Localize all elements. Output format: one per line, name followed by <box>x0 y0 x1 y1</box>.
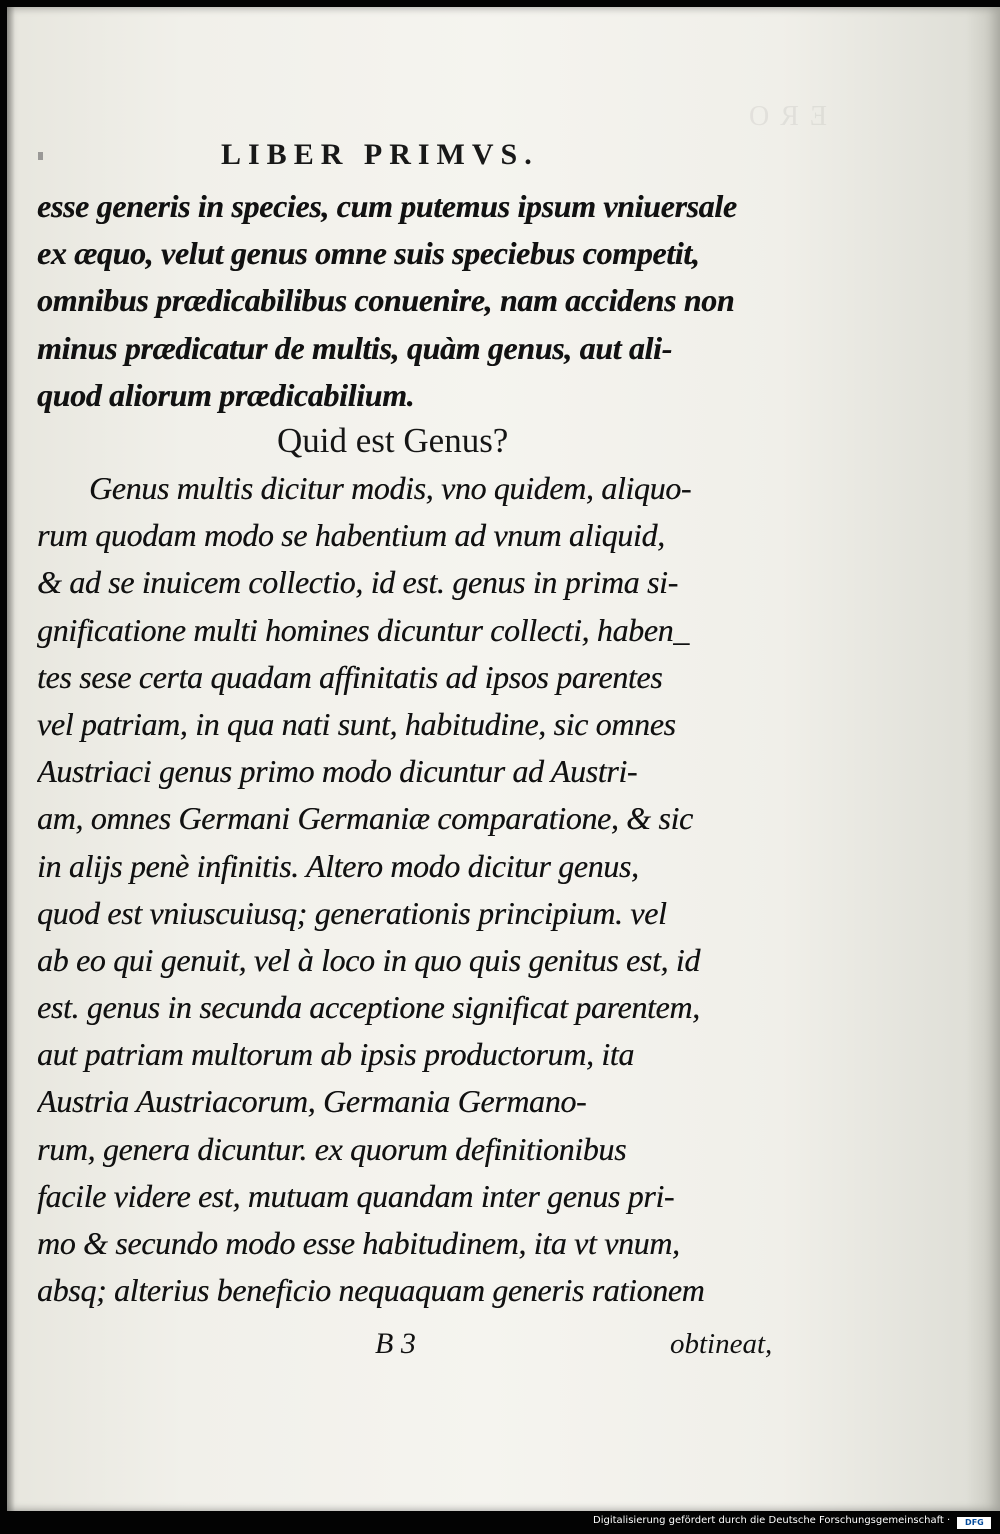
opening-line-1: esse generis in species, cum putemus ipsum vniuersale <box>37 188 737 224</box>
page-left-edge-shadow <box>7 7 15 1511</box>
opening-paragraph <box>37 183 827 419</box>
running-head: LIBER PRIMVS. <box>221 138 539 171</box>
opening-line-5: quod aliorum prædicabilium. <box>37 376 415 413</box>
page-gutter-shadow <box>966 7 1000 1511</box>
show-through-text: ERO <box>738 101 827 132</box>
body-line-3: & ad se inuicem collectio, id est. genus in prima si- <box>37 564 678 601</box>
book-page <box>7 7 1000 1511</box>
opening-line-4: minus prædicatur de multis, quàm genus, aut ali- <box>37 329 672 366</box>
dfg-logo: DFG <box>957 1517 991 1529</box>
catchword: obtineat, <box>670 1328 773 1360</box>
page-mark <box>38 152 43 160</box>
funding-footer <box>593 1512 988 1530</box>
body-line-1: Genus multis dicitur modis, vno quidem, aliquo- <box>89 470 692 506</box>
body-line-7: Austriaci genus primo modo dicuntur ad Austri- <box>37 753 638 790</box>
body-line-9: in alijs penè infinitis. Altero modo dicitur genus, <box>37 847 639 884</box>
body-line-11: ab eo qui genuit, vel à loco in quo quis genitus est, id <box>37 941 700 978</box>
body-line-2: rum quodam modo se habentium ad vnum aliquid, <box>37 517 665 554</box>
body-line-6: vel patriam, in qua nati sunt, habitudine, sic omnes <box>37 705 676 742</box>
opening-line-3: omnibus prædicabilibus conuenire, nam accidens non <box>37 282 735 319</box>
body-paragraph <box>37 465 827 1314</box>
body-line-16: facile videre est, mutuam quandam inter genus pri- <box>37 1177 675 1214</box>
funding-text: Digitalisierung gefördert durch die Deutsche Forschungsgemeinschaft · <box>593 1515 951 1526</box>
body-line-13: aut patriam multorum ab ipsis productorum, ita <box>37 1036 634 1073</box>
body-line-4: gnificatione multi homines dicuntur collecti, haben_ <box>37 611 689 648</box>
signature-mark: B 3 <box>375 1327 416 1360</box>
body-line-15: rum, genera dicuntur. ex quorum definitionibus <box>37 1130 627 1167</box>
body-line-14: Austria Austriacorum, Germania Germano- <box>37 1083 587 1120</box>
body-line-12: est. genus in secunda acceptione significat parentem, <box>37 989 700 1026</box>
body-line-17: mo & secundo modo esse habitudinem, ita vt vnum, <box>37 1225 680 1261</box>
section-heading: Quid est Genus? <box>277 421 509 460</box>
body-line-18: absq; alterius beneficio nequaquam generis rationem <box>37 1272 705 1309</box>
body-line-10: quod est vniuscuiusq; generationis principium. vel <box>37 894 667 931</box>
body-line-5: tes sese certa quadam affinitatis ad ipsos parentes <box>37 658 663 695</box>
opening-line-2: ex æquo, velut genus omne suis speciebus competit, <box>37 235 700 272</box>
body-line-8: am, omnes Germani Germaniæ comparatione, & sic <box>37 800 693 837</box>
